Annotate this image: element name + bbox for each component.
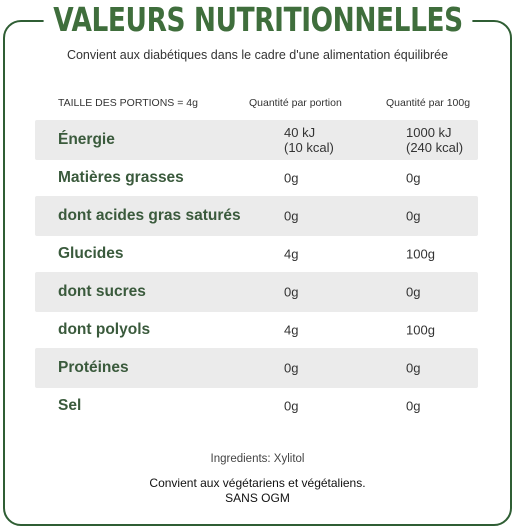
row-label: dont polyols: [58, 321, 151, 338]
per-portion-header: Quantité par portion: [249, 97, 342, 109]
non-gmo-note: SANS OGM: [225, 491, 290, 505]
table-row-protein: [35, 348, 478, 388]
per-portion-value: 0g: [284, 398, 299, 414]
vegan-note: Convient aux végétariens et végétaliens.: [149, 476, 366, 490]
table-row-saturated-fat: [35, 196, 478, 236]
row-label: dont sucres: [58, 283, 146, 300]
table-row-sugars: [35, 272, 478, 312]
per-portion-value: [284, 125, 334, 155]
value-line: (10 kcal): [284, 140, 334, 155]
per-100g-value: [406, 125, 463, 155]
row-label: dont acides gras saturés: [58, 207, 241, 224]
suitability-note: [0, 476, 515, 506]
row-label: Protéines: [58, 359, 129, 376]
table-row-fat: [35, 158, 478, 198]
ingredients-text: Ingredients: Xylitol: [210, 453, 305, 465]
row-label: Énergie: [58, 131, 115, 148]
value-line: 40 kJ: [284, 125, 316, 140]
per-portion-value: 4g: [284, 322, 299, 338]
row-label: Glucides: [58, 245, 124, 262]
row-label: Matières grasses: [58, 169, 184, 186]
table-row-energy: [35, 120, 478, 160]
per-portion-value: 0g: [284, 208, 299, 224]
value-line: (240 kcal): [406, 140, 464, 155]
per-100g-value: 100g: [406, 246, 435, 262]
value-line: 1000 kJ: [406, 125, 452, 140]
title-wrap: [0, 0, 515, 44]
per-portion-value: 0g: [284, 284, 299, 300]
table-row-salt: [35, 386, 478, 426]
per-100g-value: 100g: [406, 322, 435, 338]
per-100g-header: Quantité par 100g: [386, 97, 471, 109]
per-portion-value: 4g: [284, 246, 299, 262]
per-100g-value: 0g: [406, 170, 421, 186]
row-label: Sel: [58, 397, 82, 414]
table-header: [0, 97, 515, 111]
serving-size-header: TAILLE DES PORTIONS = 4g: [58, 97, 198, 109]
per-portion-value: 0g: [284, 360, 299, 376]
subtitle: Convient aux diabétiques dans le cadre d'une alimentation équilibrée: [66, 48, 449, 62]
table-row-polyols: [35, 310, 478, 350]
per-100g-value: 0g: [406, 284, 421, 300]
table-row-carbohydrates: [35, 234, 478, 274]
per-100g-value: 0g: [406, 398, 421, 414]
per-portion-value: 0g: [284, 170, 299, 186]
per-100g-value: 0g: [406, 208, 421, 224]
page-title: VALEURS NUTRITIONNELLES: [43, 0, 472, 40]
per-100g-value: 0g: [406, 360, 421, 376]
